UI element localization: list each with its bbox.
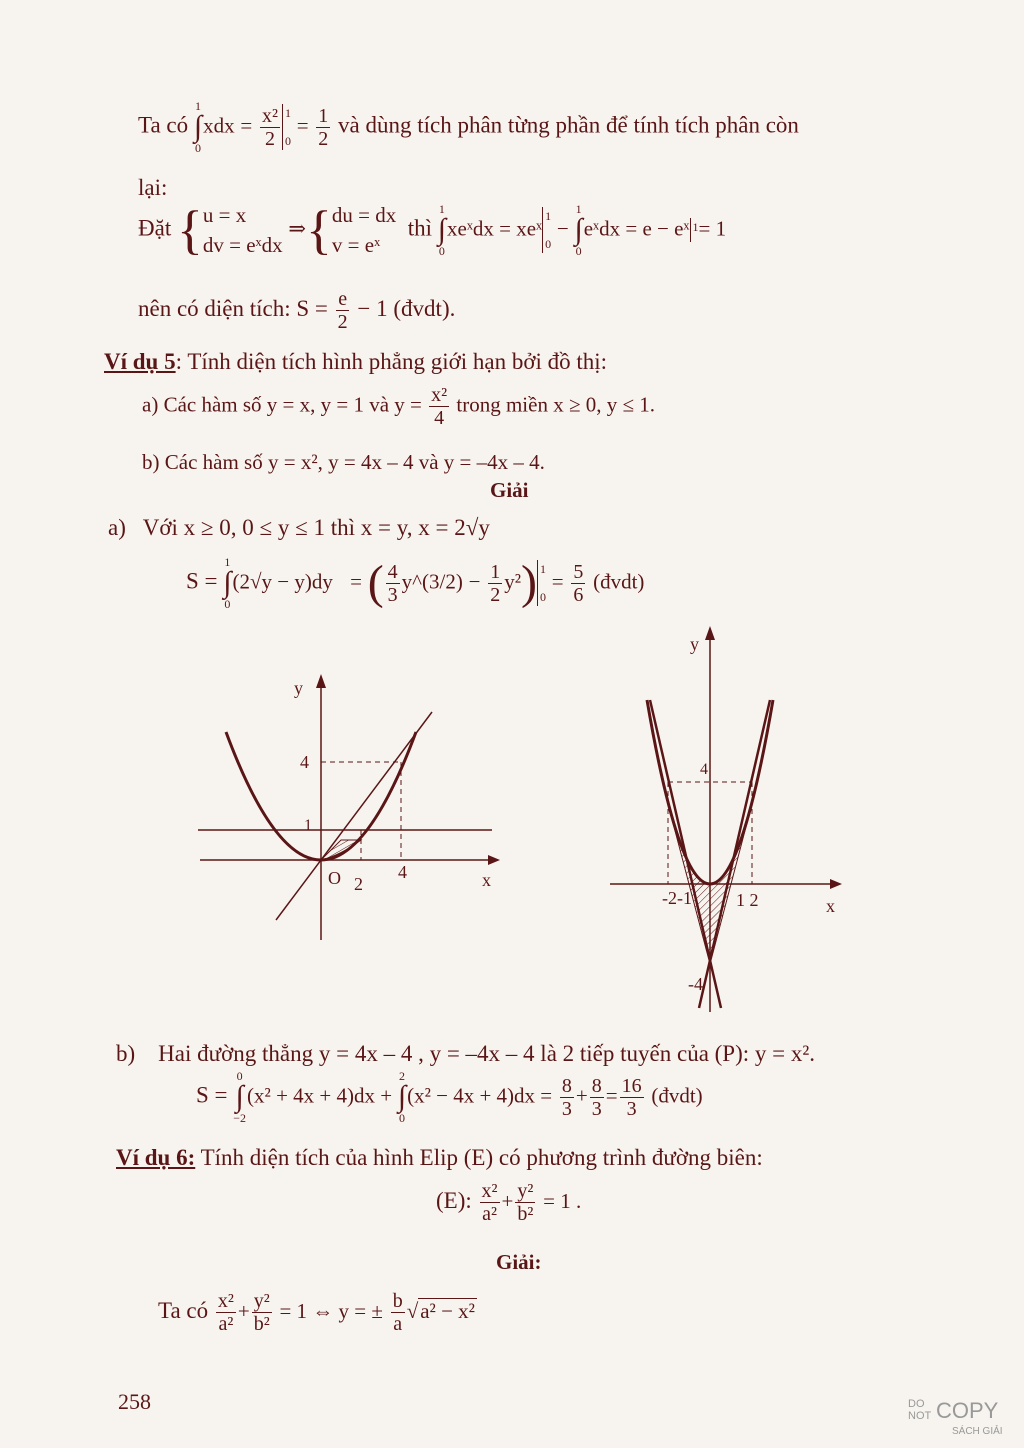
fraction xyxy=(560,1075,574,1120)
denominator: 2 xyxy=(318,127,329,150)
tick-y-4: 4 xyxy=(700,761,708,778)
numerator: x² xyxy=(481,1180,498,1202)
numerator: x² xyxy=(217,1290,234,1312)
unit: (đvdt) xyxy=(593,569,645,594)
x-label: x xyxy=(826,896,835,916)
numerator: 8 xyxy=(591,1074,602,1097)
integrand: (x² + 4x + 4)dx + xyxy=(247,1083,393,1108)
denominator: 2 xyxy=(264,127,275,150)
ellipse-equation xyxy=(436,1180,581,1225)
integral-sign: 0 ∫ −2 xyxy=(233,1069,247,1125)
upper: 1 xyxy=(284,106,291,120)
evaluation-bar xyxy=(690,218,699,242)
sqrt-icon: √ xyxy=(406,1298,419,1323)
numerator: x² xyxy=(431,384,448,406)
text: : Tính diện tích hình phẳng giới hạn bởi đồ thị: xyxy=(175,349,608,374)
example-5-heading xyxy=(104,348,607,376)
fraction xyxy=(336,288,350,333)
eq: dv = eˣdx xyxy=(202,233,283,257)
system-2 xyxy=(332,200,396,260)
graph-2 xyxy=(600,620,850,1020)
lower: 0 xyxy=(539,590,546,604)
tick-x-left: -2-1 xyxy=(662,888,692,908)
fraction xyxy=(515,1180,535,1225)
text: (E): xyxy=(436,1187,472,1213)
watermark xyxy=(908,1398,1014,1442)
fraction xyxy=(571,561,585,606)
eq: v = eˣ xyxy=(331,233,381,257)
graph-1 xyxy=(190,660,510,950)
implies-icon: ⇒ xyxy=(288,216,306,241)
integral-sign: 1 ∫ 0 xyxy=(437,202,446,258)
integrand: xdx xyxy=(203,113,235,138)
lower: 0 xyxy=(284,134,291,148)
last-line xyxy=(158,1290,477,1335)
text: Hai đường thẳng y = 4x – 4 , y = –4x – 4 là 2 tiếp tuyến của (P): y = x². xyxy=(158,1041,816,1066)
origin-label: O xyxy=(328,868,341,888)
fraction xyxy=(216,1290,236,1335)
brace: { xyxy=(176,200,203,260)
eq: du = dx xyxy=(331,203,397,227)
line-3 xyxy=(138,200,726,260)
fraction xyxy=(480,1180,500,1225)
text: S = xyxy=(196,1082,228,1108)
equals: = xyxy=(605,1083,618,1108)
denominator: b² xyxy=(517,1203,534,1225)
text: Đặt xyxy=(138,215,172,241)
fraction xyxy=(391,1290,405,1335)
numerator: y² xyxy=(517,1180,534,1202)
tick-x-2: 2 xyxy=(354,874,363,894)
plus: + xyxy=(575,1083,588,1108)
upper: 1 xyxy=(692,220,699,234)
lower-limit: 0 xyxy=(194,141,201,155)
upper: 0 xyxy=(236,1069,243,1083)
numerator: e xyxy=(338,288,348,310)
denominator: b² xyxy=(253,1313,270,1335)
text: = 1 ⇔ y = ± xyxy=(279,1298,383,1323)
numerator: 16 xyxy=(621,1074,642,1097)
text: = 1 . xyxy=(543,1188,582,1213)
line-2: lại: xyxy=(138,175,168,200)
evaluation-bar xyxy=(542,207,551,253)
numerator: 4 xyxy=(387,560,398,583)
denominator: 4 xyxy=(434,407,445,429)
page-number: 258 xyxy=(118,1389,151,1414)
y-label: y xyxy=(294,678,303,698)
example-label: Ví dụ 6: xyxy=(116,1145,196,1170)
system-1 xyxy=(203,200,283,260)
numerator: y² xyxy=(253,1290,270,1312)
denominator: a² xyxy=(482,1203,497,1225)
integrand: (2√y − y)dy xyxy=(232,569,333,594)
fraction xyxy=(429,384,449,429)
plus: + xyxy=(501,1188,514,1213)
evaluation-bar xyxy=(282,104,291,150)
tick-x-right: 1 2 xyxy=(736,890,759,910)
integral-sign: 1 ∫ 0 xyxy=(223,555,232,611)
fraction-half xyxy=(316,105,330,150)
denominator: 3 xyxy=(626,1097,637,1120)
label: b) xyxy=(116,1041,136,1066)
fraction xyxy=(252,1290,272,1335)
text: Ta có xyxy=(138,112,189,138)
example-6-heading xyxy=(116,1144,763,1172)
denominator: 6 xyxy=(573,583,584,606)
text: thì xyxy=(407,215,433,241)
integral-sign: 1 ∫ 0 xyxy=(574,202,583,258)
text: Ta có xyxy=(158,1297,209,1323)
text: Tính diện tích của hình Elip (E) có phương trình đường biên: xyxy=(195,1145,763,1170)
upper: 2 xyxy=(398,1069,405,1083)
denominator: a xyxy=(393,1313,403,1335)
upper: 1 xyxy=(224,555,231,569)
eq: u = x xyxy=(202,203,247,227)
watermark-copy: COPY xyxy=(936,1398,999,1423)
example-5a xyxy=(142,384,655,429)
result: = 1 xyxy=(698,216,727,241)
tick-y-4: 4 xyxy=(300,752,309,772)
y-arrow-icon xyxy=(705,626,715,640)
equals: = xyxy=(296,113,309,138)
x-arrow-icon xyxy=(488,855,500,865)
tick-y-m4: -4 xyxy=(688,974,703,994)
line-1 xyxy=(138,100,799,154)
text: và dùng tích phân từng phần để tính tích phân còn xyxy=(338,112,799,138)
upper: 1 xyxy=(539,562,546,576)
solution-heading: Giải xyxy=(490,478,529,502)
integrand: (x² − 4x + 4)dx = xyxy=(407,1083,553,1108)
text: Với x ≥ 0, 0 ≤ y ≤ 1 thì x = y, x = 2√y xyxy=(142,515,490,540)
text: − 1 (đvdt). xyxy=(357,295,456,321)
line-4 xyxy=(138,288,455,333)
power-term: y^(3/2) xyxy=(401,569,463,594)
numerator: 1 xyxy=(318,104,329,127)
tick-x-4: 4 xyxy=(398,862,407,882)
denominator: 3 xyxy=(387,583,398,606)
y-arrow-icon xyxy=(316,674,326,688)
solution-heading-2: Giải: xyxy=(496,1250,542,1274)
upper-limit: 1 xyxy=(194,99,201,113)
fraction xyxy=(386,561,400,606)
numerator: b xyxy=(392,1290,403,1312)
numerator: 5 xyxy=(573,560,584,583)
numerator: 1 xyxy=(490,560,501,583)
text: a) Các hàm số y = x, y = 1 và y = xyxy=(142,392,422,417)
fraction xyxy=(488,561,502,606)
text: nên có diện tích: S = xyxy=(138,295,328,321)
numerator: 8 xyxy=(561,1074,572,1097)
denominator: a² xyxy=(218,1313,234,1335)
y-label: y xyxy=(690,634,699,654)
power-term: y² xyxy=(504,569,521,594)
lower: 0 xyxy=(224,597,231,611)
lower: 0 xyxy=(438,244,445,258)
fraction xyxy=(590,1075,604,1120)
tick-y-1: 1 xyxy=(304,817,312,834)
equals: = xyxy=(350,569,362,594)
solution-b xyxy=(116,1040,815,1068)
lower: 0 xyxy=(398,1111,405,1125)
solution-a-integral xyxy=(186,556,644,610)
watermark-not: NOT xyxy=(908,1410,932,1422)
lower: 0 xyxy=(545,237,552,251)
denominator: 2 xyxy=(337,311,348,333)
integrand: eˣdx = e − eˣ xyxy=(583,216,690,241)
fraction xyxy=(260,105,280,150)
denominator: 3 xyxy=(591,1097,602,1120)
unit: (đvdt) xyxy=(651,1083,703,1108)
integrand: xeˣdx = xeˣ xyxy=(447,216,543,241)
brace: { xyxy=(305,200,332,260)
paren-right: ) xyxy=(521,556,537,609)
integral-sign: 1 ∫ 0 xyxy=(193,99,203,155)
paren-left: ( xyxy=(367,556,384,609)
lower: 0 xyxy=(575,244,582,258)
upper: 1 xyxy=(438,202,445,216)
evaluation-bar xyxy=(537,560,546,606)
x-arrow-icon xyxy=(830,879,842,889)
denominator: 3 xyxy=(561,1097,572,1120)
equals: = xyxy=(551,569,564,594)
denominator: 2 xyxy=(490,583,501,606)
example-5b: b) Các hàm số y = x², y = 4x – 4 và y = –4x – 4. xyxy=(142,450,545,474)
radicand: a² − x² xyxy=(420,1298,475,1323)
lower: −2 xyxy=(233,1111,247,1125)
watermark-do: DO xyxy=(908,1398,925,1410)
upper: 1 xyxy=(575,202,582,216)
label: a) xyxy=(108,515,126,540)
minus: − xyxy=(468,569,481,594)
fraction xyxy=(620,1075,644,1120)
plus: + xyxy=(237,1298,250,1323)
solution-a xyxy=(108,514,490,542)
equals: = xyxy=(240,113,253,138)
solution-b-integral xyxy=(196,1070,703,1124)
minus: − xyxy=(556,216,569,241)
watermark-brand: SÁCH GIẢI xyxy=(952,1426,1003,1437)
integral-sign: 2 ∫ 0 xyxy=(397,1069,407,1125)
text: trong miền x ≥ 0, y ≤ 1. xyxy=(456,392,656,417)
example-label: Ví dụ 5 xyxy=(104,349,176,374)
upper: 1 xyxy=(545,209,552,223)
x-label: x xyxy=(482,870,491,890)
numerator: x² xyxy=(261,104,278,127)
text: S = xyxy=(186,568,218,594)
